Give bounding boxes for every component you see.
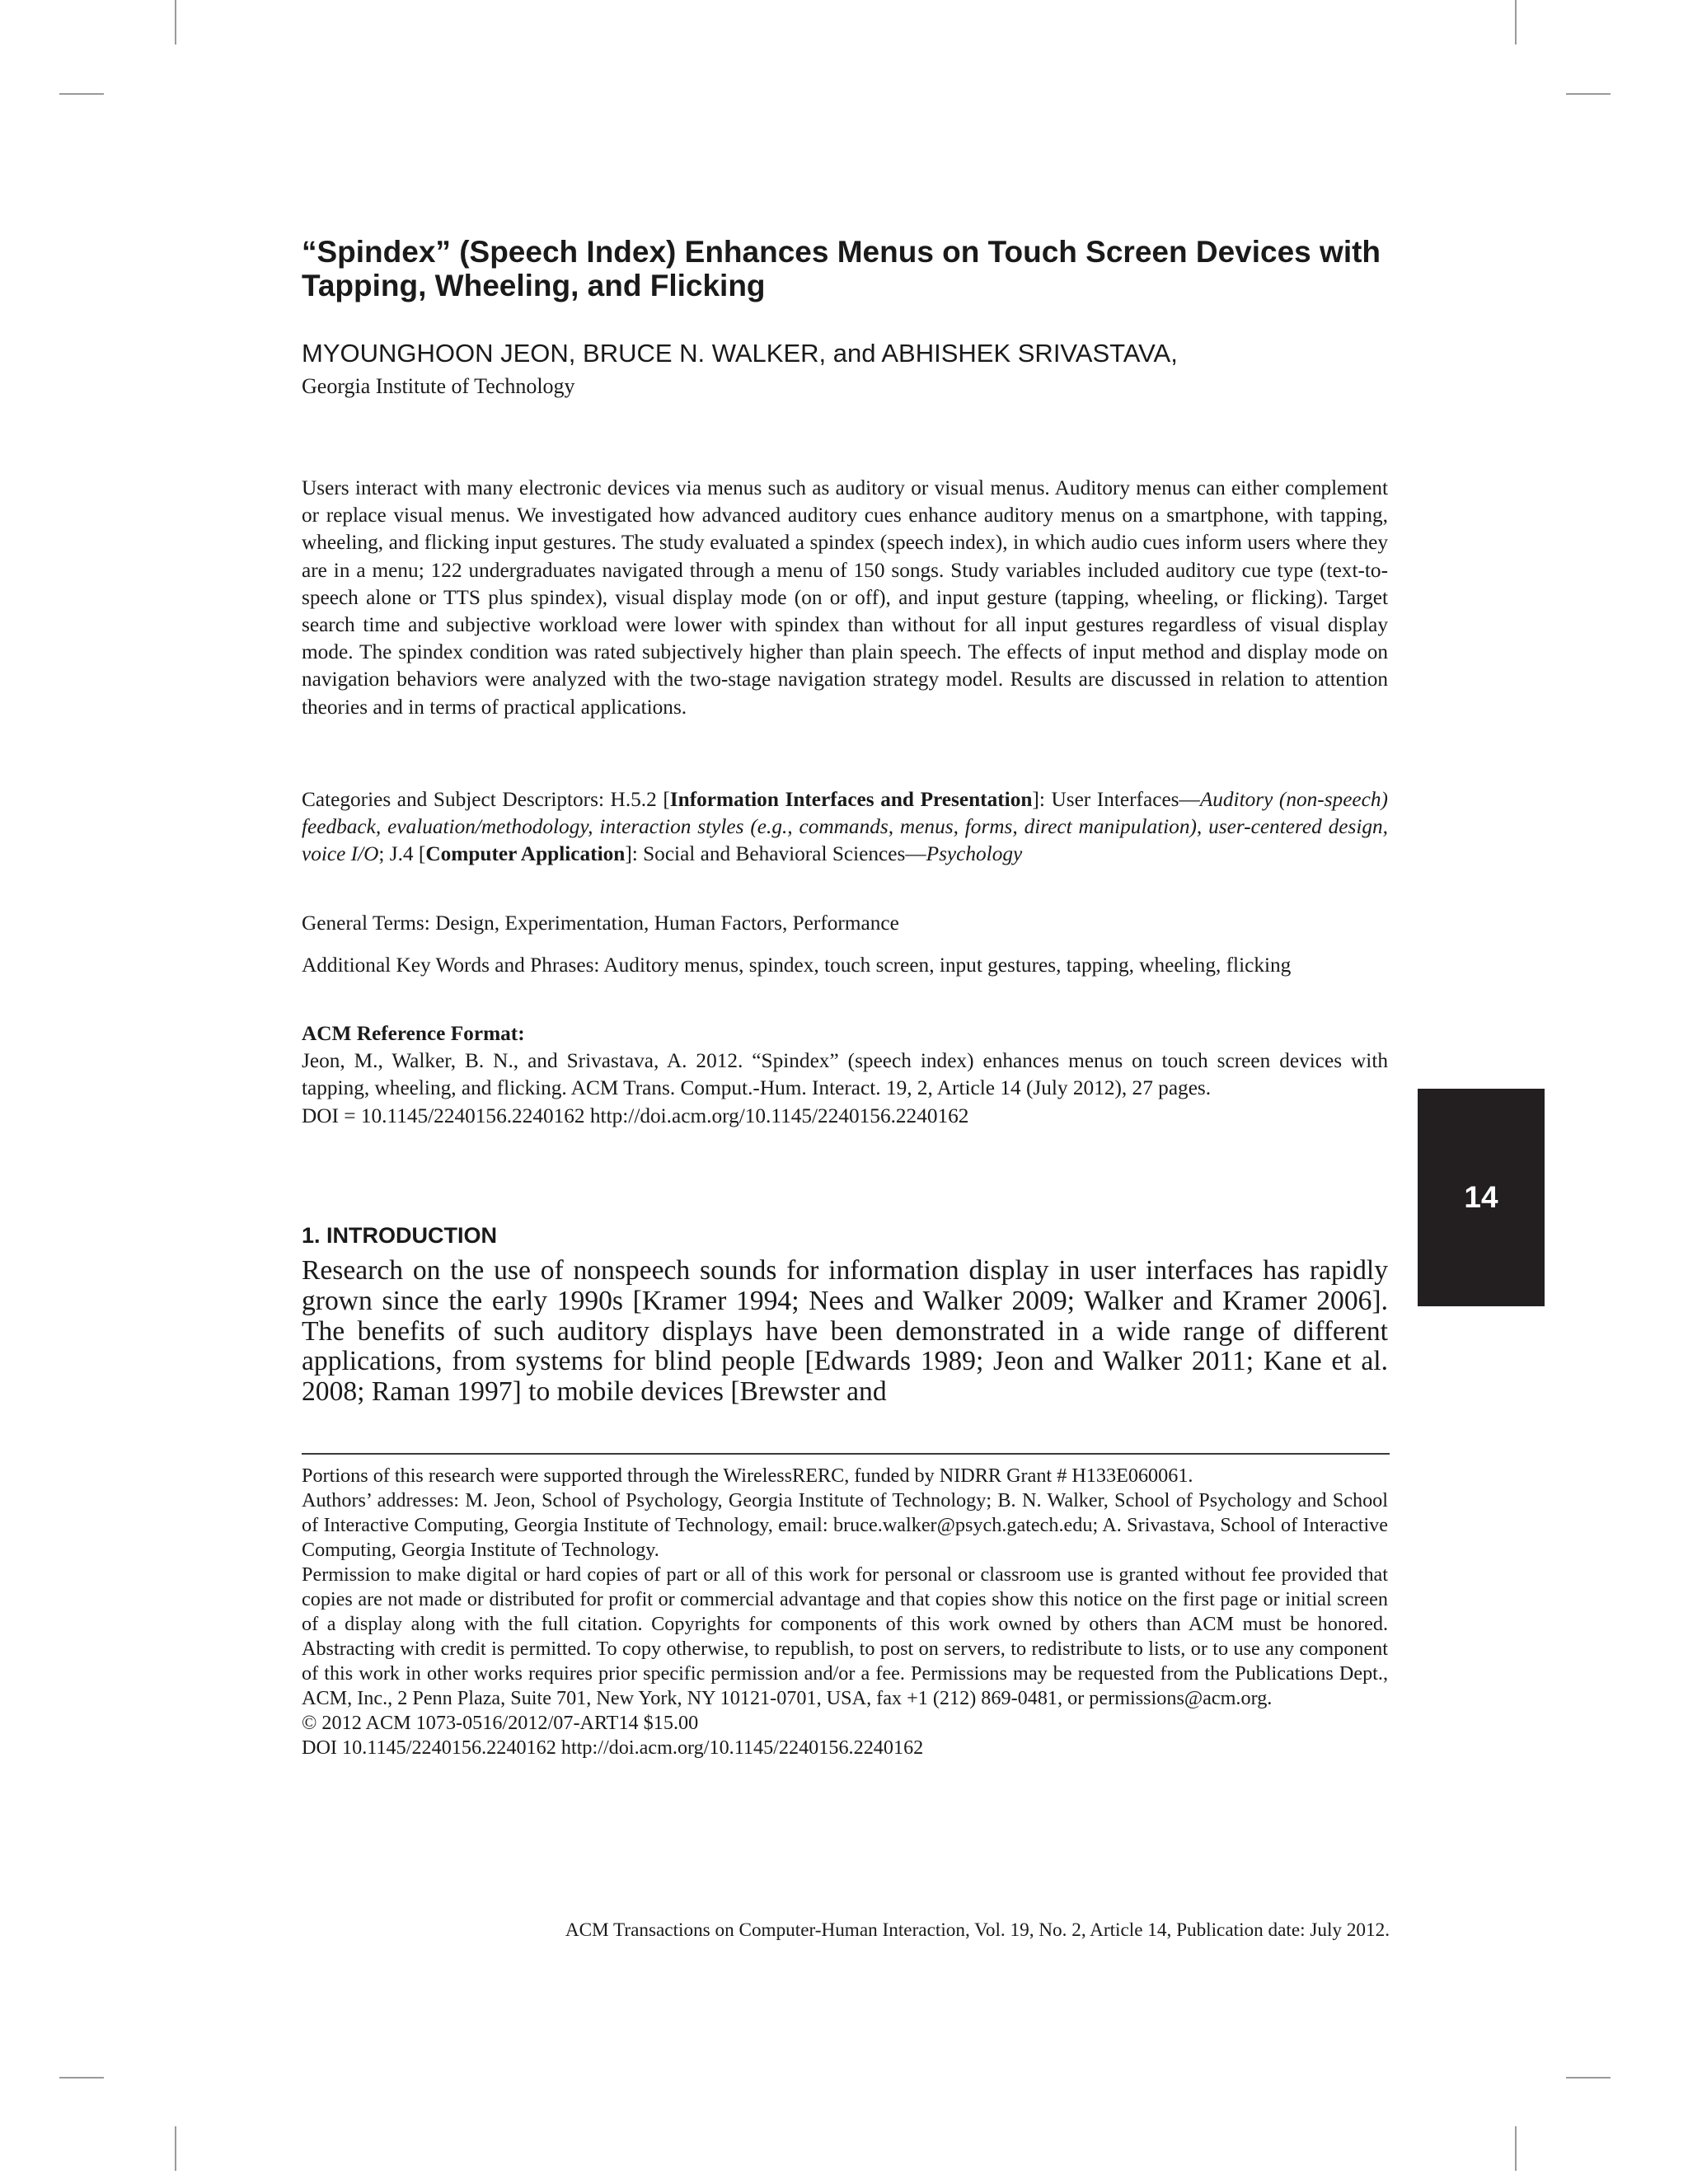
categories: [302, 786, 1388, 869]
reference-heading: ACM Reference Format:: [302, 1022, 525, 1045]
categories-prefix: Categories and Subject Descriptors: H.5.2 [: [302, 788, 670, 811]
section-heading: 1. INTRODUCTION: [302, 1223, 498, 1248]
affiliation: Georgia Institute of Technology: [302, 374, 575, 398]
crop-mark-top-left: [175, 0, 176, 45]
categories-bold-1: Information Interfaces and Presentation: [669, 788, 1033, 811]
crop-mark-right-top: [1566, 93, 1611, 95]
footnote-permission: Permission to make digital or hard copies of part or all of this work for personal or classroom use is granted without fee provided that copies are not made or distributed for profit or commercial advantage and that copies show this notice on the first page or initial screen of a display along with the full citation. Copyrights for components of this work owned by others than ACM must be honored. Abstracting with credit is permitted. To copy otherwise, to republish, to post on servers, to redistribute to lists, or to use any component of this work in other works requires prior specific permission and/or a fee. Permissions may be requested from the Publications Dept., ACM, Inc., 2 Penn Plaza, Suite 701, New York, NY 10121-0701, USA, fax +1 (212) 869-0481, or permissions@acm.org.: [302, 1563, 1388, 1709]
categories-bold-2: Computer Application: [425, 842, 626, 866]
categories-mid-2: ; J.4 [: [378, 842, 426, 866]
crop-mark-bottom-left: [175, 2126, 176, 2171]
crop-mark-right-bottom: [1566, 2077, 1611, 2079]
acm-reference-format: [302, 1020, 1388, 1130]
categories-italic-2: Psychology: [926, 842, 1023, 866]
crop-mark-left-top: [59, 93, 104, 95]
footnote-doi: DOI 10.1145/2240156.2240162 http://doi.acm.org/10.1145/2240156.2240162: [302, 1736, 924, 1759]
categories-mid-3: ]: Social and Behavioral Sciences—: [625, 842, 926, 866]
categories-italic-1: Auditory (non-speech) feedback, evaluation/methodology, interaction styles (e.g., commands, menus, forms, direct manipulation), user-centered design, voice I/O: [302, 788, 1388, 866]
author-list: MYOUNGHOON JEON, BRUCE N. WALKER, and ABHISHEK SRIVASTAVA,: [302, 339, 1178, 368]
article-number: 14: [1464, 1180, 1498, 1214]
footnote-funding: Portions of this research were supported through the WirelessRERC, funded by NIDRR Grant # H133E060061.: [302, 1465, 1193, 1487]
general-terms: General Terms: Design, Experimentation, Human Factors, Performance: [302, 912, 899, 935]
footnote-addresses: Authors’ addresses: M. Jeon, School of Psychology, Georgia Institute of Technology; B. N. Walker, School of Psychology and School of Interactive Computing, Georgia Institute of Technology, email: bruce.walker@psych.gatech.edu; A. Srivastava, School of Interactive Computing, Georgia Institute of Technology.: [302, 1489, 1388, 1561]
reference-doi: DOI = 10.1145/2240156.2240162 http://doi.acm.org/10.1145/2240156.2240162: [302, 1104, 969, 1127]
footnotes: [302, 1464, 1388, 1760]
crop-mark-bottom-right: [1515, 2126, 1517, 2171]
running-footer: ACM Transactions on Computer-Human Interaction, Vol. 19, No. 2, Article 14, Publication date: July 2012.: [565, 1919, 1390, 1941]
footnote-rule: [302, 1453, 1390, 1455]
keywords: Additional Key Words and Phrases: Auditory menus, spindex, touch screen, input gestures, tapping, wheeling, flicking: [302, 954, 1292, 977]
crop-mark-left-bottom: [59, 2077, 104, 2079]
abstract: Users interact with many electronic devices via menus such as auditory or visual menus. Auditory menus can either complement or replace visual menus. We investigated how advanced auditory cues enhance auditory menus on a smartphone, with tapping, wheeling, and flicking input gestures. The study evaluated a spindex (speech index), in which audio cues inform users where they are in a menu; 122 undergraduates navigated through a menu of 150 songs. Study variables included auditory cue type (text-to-speech alone or TTS plus spindex), visual display mode (on or off), and input gesture (tapping, wheeling, or flicking). Target search time and subjective workload were lower with spindex than without for all input gestures regardless of visual display mode. The spindex condition was rated subjectively higher than plain speech. The effects of input method and display mode on navigation behaviors were analyzed with the two-stage navigation strategy model. Results are discussed in relation to attention theories and in terms of practical applications.: [302, 476, 1388, 719]
article-number-tab: [1418, 1089, 1545, 1306]
crop-mark-top-right: [1515, 0, 1517, 45]
paper-title: “Spindex” (Speech Index) Enhances Menus on Touch Screen Devices with Tapping, Wheeling, and Flicking: [302, 235, 1381, 302]
footnote-copyright: © 2012 ACM 1073-0516/2012/07-ART14 $15.00: [302, 1712, 699, 1734]
categories-mid-1: ]: User Interfaces—: [1032, 788, 1200, 811]
reference-citation: Jeon, M., Walker, B. N., and Srivastava, A. 2012. “Spindex” (speech index) enhances menus on touch screen devices with tapping, wheeling, and flicking. ACM Trans. Comput.-Hum. Interact. 19, 2, Article 14 (July 2012), 27 pages.: [302, 1049, 1388, 1100]
introduction-paragraph: Research on the use of nonspeech sounds for information display in user interfaces has rapidly grown since the early 1990s [Kramer 1994; Nees and Walker 2009; Walker and Kramer 2006]. The benefits of such auditory displays have been demonstrated in a wide range of different applications, from systems for blind people [Edwards 1989; Jeon and Walker 2011; Kane et al. 2008; Raman 1997] to mobile devices [Brewster and: [302, 1255, 1388, 1408]
